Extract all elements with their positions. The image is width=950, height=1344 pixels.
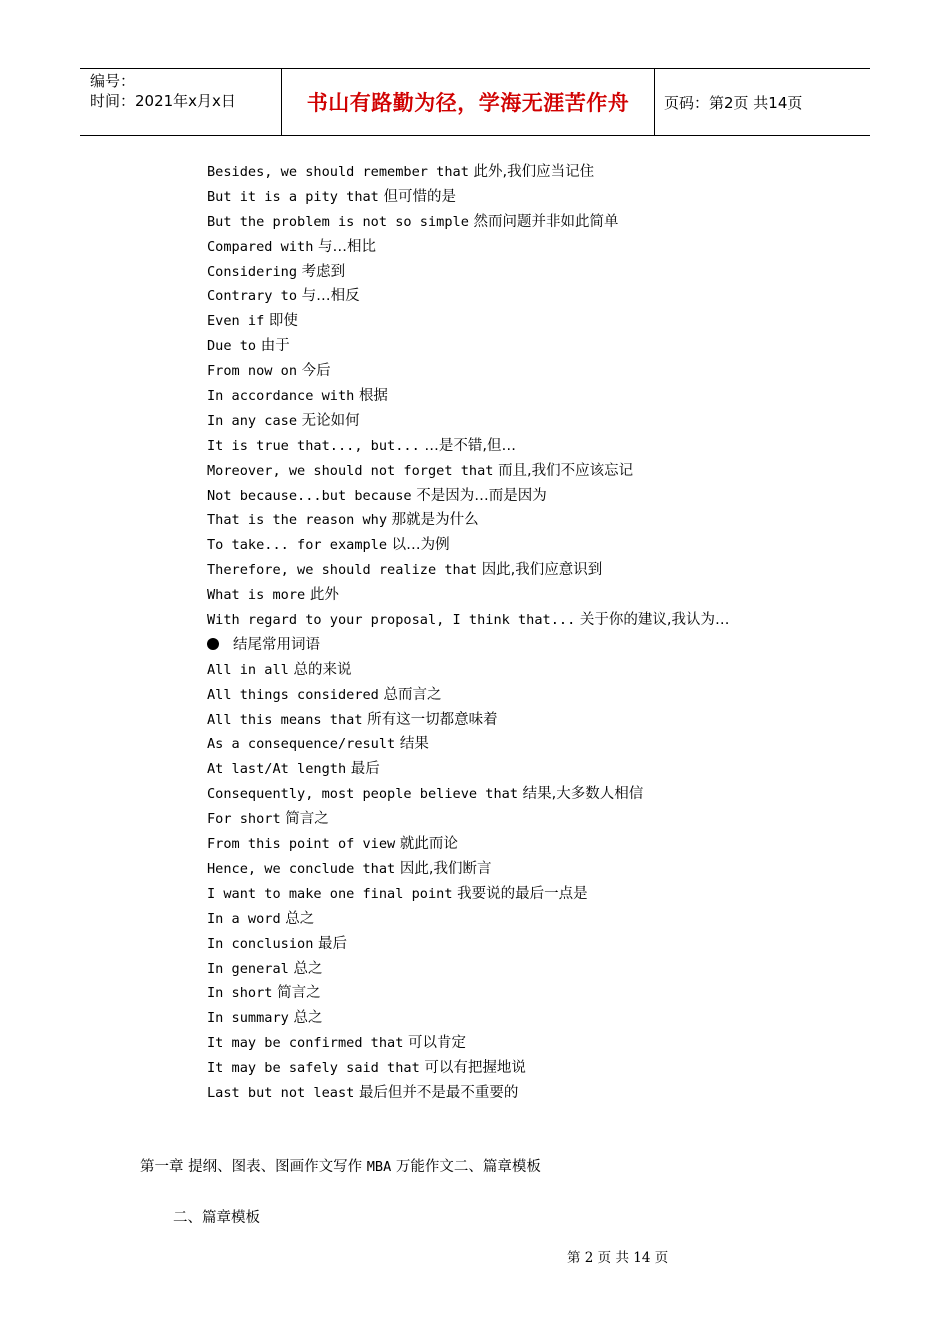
list-item: It is true that..., but... …是不错,但… — [207, 437, 517, 454]
list-item: But the problem is not so simple 然而问题并非如此简单 — [207, 213, 619, 230]
list-item: Last but not least 最后但并不是最不重要的 — [207, 1084, 519, 1101]
list-item: In a word 总之 — [207, 910, 315, 927]
list-item: All things considered 总而言之 — [207, 686, 442, 703]
list-item: To take... for example 以…为例 — [207, 537, 450, 554]
page-header — [80, 68, 870, 136]
list-item: Moreover, we should not forget that 而且,我们不应该忘记 — [207, 462, 634, 479]
list-item: It may be safely said that 可以有把握地说 — [207, 1060, 526, 1077]
phrase-list — [207, 160, 730, 1106]
list-item: Contrary to 与…相反 — [207, 288, 360, 305]
list-item: From now on 今后 — [207, 363, 331, 380]
chapter-title: 第一章 提纲、图表、图画作文写作 MBA 万能作文二、篇章模板 — [140, 1159, 541, 1175]
header-meta — [80, 69, 282, 135]
header-motto: 书山有路勤为径，学海无涯苦作舟 — [282, 69, 655, 135]
section-title: 二、篇章模板 — [173, 1210, 260, 1226]
list-item: From this point of view 就此而论 — [207, 836, 458, 853]
list-item: In summary 总之 — [207, 1010, 323, 1027]
time-label: 时间：2021年x月x日 — [90, 92, 236, 110]
list-item: At last/At length 最后 — [207, 761, 380, 778]
list-item: Due to 由于 — [207, 338, 290, 355]
header-page-info: 页码：第2页 共14页 — [664, 93, 803, 112]
list-item: Even if 即使 — [207, 313, 298, 330]
list-item: All in all 总的来说 — [207, 661, 352, 678]
list-item: For short 简言之 — [207, 811, 329, 828]
list-item: It may be confirmed that 可以肯定 — [207, 1035, 467, 1052]
list-item: What is more 此外 — [207, 587, 339, 604]
list-item: In conclusion 最后 — [207, 935, 348, 952]
list-item: Considering 考虑到 — [207, 263, 346, 280]
page-footer: 第 2 页 共 14 页 — [567, 1250, 669, 1266]
list-item: Not because...but because 不是因为…而是因为 — [207, 487, 547, 504]
ending-heading: 结尾常用词语 — [207, 633, 730, 658]
list-item: As a consequence/result 结果 — [207, 736, 429, 753]
list-item: Therefore, we should realize that 因此,我们应意识到 — [207, 562, 603, 579]
list-item: Compared with 与…相比 — [207, 238, 377, 255]
list-item: That is the reason why 那就是为什么 — [207, 512, 479, 529]
list-item: Consequently, most people believe that 结果,大多数人相信 — [207, 786, 644, 803]
list-item: Hence, we conclude that 因此,我们断言 — [207, 860, 492, 877]
list-item: In general 总之 — [207, 960, 323, 977]
list-item: But it is a pity that 但可惜的是 — [207, 188, 456, 205]
list-item: All this means that 所有这一切都意味着 — [207, 711, 498, 728]
list-item: In any case 无论如何 — [207, 412, 360, 429]
list-item: With regard to your proposal, I think that... 关于你的建议,我认为… — [207, 612, 730, 629]
bullet-icon — [207, 638, 219, 650]
list-item: I want to make one final point 我要说的最后一点是 — [207, 885, 588, 902]
number-label: 编号： — [90, 72, 136, 90]
list-item: Besides, we should remember that 此外,我们应当记住 — [207, 164, 595, 180]
list-item: In accordance with 根据 — [207, 388, 388, 405]
list-item: In short 简言之 — [207, 985, 321, 1002]
